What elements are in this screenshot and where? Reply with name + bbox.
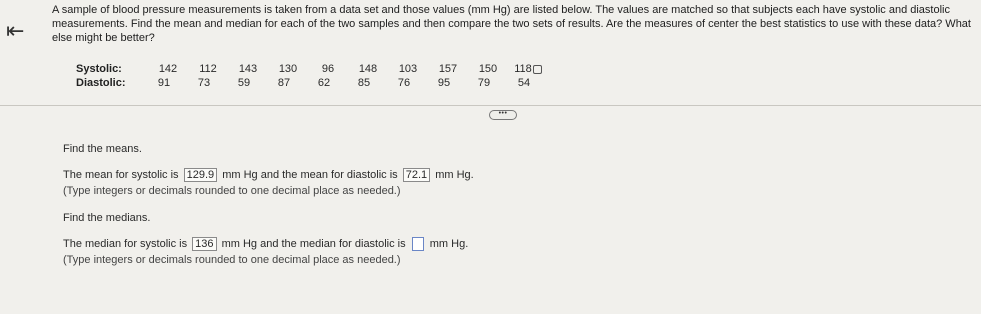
diastolic-mean-answer[interactable]: 72.1	[403, 168, 430, 182]
section-divider	[0, 105, 981, 106]
median-post-text: mm Hg.	[429, 238, 469, 250]
systolic-value: 150	[478, 63, 498, 75]
systolic-value: 148	[358, 63, 378, 75]
systolic-label: Systolic:	[76, 63, 122, 75]
systolic-value: 142	[158, 63, 178, 75]
medians-heading: Find the medians.	[63, 212, 151, 224]
systolic-value: 103	[398, 63, 418, 75]
systolic-value: 118	[514, 63, 532, 75]
copy-data-icon[interactable]	[533, 65, 542, 74]
diastolic-value: 79	[477, 77, 491, 89]
mean-post-text: mm Hg.	[435, 169, 474, 181]
diastolic-median-input[interactable]	[412, 237, 424, 251]
systolic-mean-answer[interactable]: 129.9	[184, 168, 218, 182]
diastolic-value: 91	[157, 77, 171, 89]
diastolic-label: Diastolic:	[76, 77, 126, 89]
mean-mid-text: mm Hg and the mean for diastolic is	[222, 169, 398, 181]
systolic-median-answer[interactable]: 136	[192, 237, 216, 251]
median-pre-text: The median for systolic is	[63, 238, 188, 250]
systolic-value: 130	[278, 63, 298, 75]
back-arrow-icon[interactable]: ⇤	[6, 18, 25, 43]
median-mid-text: mm Hg and the median for diastolic is	[221, 238, 406, 250]
mean-sentence	[63, 168, 474, 182]
diastolic-row	[76, 76, 548, 90]
median-rounding-note: (Type integers or decimals rounded to one decimal place as needed.)	[63, 254, 401, 266]
problem-statement: A sample of blood pressure measurements is taken from a data set and those values (mm Hg) are listed below. The values are matched so that subjects each have systolic and diastolic measurements. Find the mean and median for each of the two samples and then compare the two sets of results. Are the measures of center the best statistics to use with these data? What else might be better?	[52, 4, 971, 44]
diastolic-value: 62	[317, 77, 331, 89]
diastolic-value: 76	[397, 77, 411, 89]
diastolic-value: 59	[237, 77, 251, 89]
systolic-row	[76, 62, 548, 76]
diastolic-value: 73	[197, 77, 211, 89]
systolic-value: 112	[199, 63, 217, 75]
diastolic-value: 54	[517, 77, 531, 89]
systolic-value: 143	[238, 63, 258, 75]
median-sentence	[63, 237, 468, 251]
mean-rounding-note: (Type integers or decimals rounded to one decimal place as needed.)	[63, 185, 401, 197]
means-heading: Find the means.	[63, 143, 142, 155]
systolic-value: 157	[438, 63, 458, 75]
diastolic-value: 95	[437, 77, 451, 89]
more-options-icon[interactable]: •••	[489, 110, 517, 120]
diastolic-value: 87	[277, 77, 291, 89]
data-table	[76, 62, 548, 90]
systolic-value: 96	[321, 63, 335, 75]
diastolic-value: 85	[357, 77, 371, 89]
mean-pre-text: The mean for systolic is	[63, 169, 179, 181]
systolic-last-cell	[508, 62, 548, 76]
